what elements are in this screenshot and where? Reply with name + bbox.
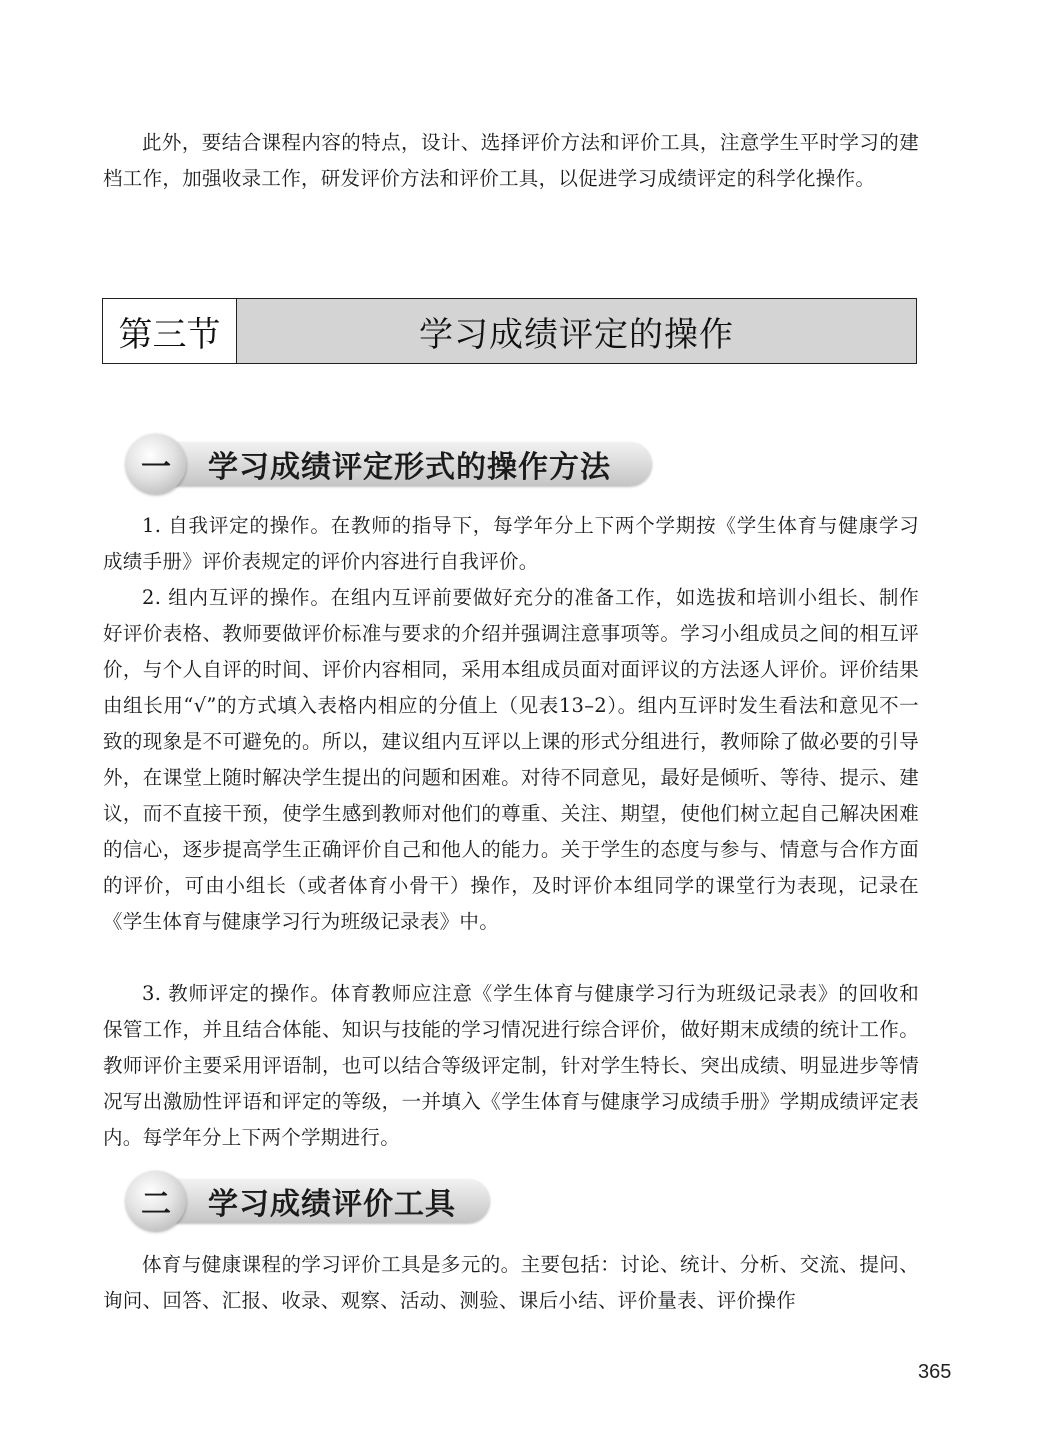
heading-2-title: 学习成绩评价工具 <box>208 1187 456 1222</box>
heading-1-index: 一 <box>126 434 186 494</box>
page-number: 365 <box>918 1361 952 1383</box>
intro-paragraph: 此外，要结合课程内容的特点，设计、选择评价方法和评价工具，注意学生平时学习的建档工作，加强收录工作，研发评价方法和评价工具，以促进学习成绩评定的科学化操作。 <box>103 131 919 190</box>
paragraph-evaluation-tools: 体育与健康课程的学习评价工具是多元的。主要包括：讨论、统计、分析、交流、提问、询问、回答、汇报、收录、观察、活动、测验、课后小结、评价量表、评价操作 <box>103 1253 919 1312</box>
section-title: 学习成绩评定的操作 <box>237 299 916 363</box>
paragraph-teacher-assessment: 3. 教师评定的操作。体育教师应注意《学生体育与健康学习行为班级记录表》的回收和保管工作，并且结合体能、知识与技能的学习情况进行综合评价，做好期末成绩的统计工作。教师评价主要采用评语制，也可以结合等级评定制，针对学生特长、突出成绩、明显进步等情况写出激励性评语和评定的等级，一并填入《学生体育与健康学习成绩手册》学期成绩评定表内。每学年分上下两个学期进行。 <box>103 982 919 1149</box>
paragraph-peer-assessment: 2. 组内互评的操作。在组内互评前要做好充分的准备工作，如选拔和培训小组长、制作好评价表格、教师要做评价标准与要求的介绍并强调注意事项等。学习小组成员之间的相互评价，与个人自评的时间、评价内容相同，采用本组成员面对面评议的方法逐人评价。评价结果由组长用“√”的方式填入表格内相应的分值上（见表13–2）。组内互评时发生看法和意见不一致的现象是不可避免的。所以，建议组内互评以上课的形式分组进行，教师除了做必要的引导外，在课堂上随时解决学生提出的问题和困难。对待不同意见，最好是倾听、等待、提示、建议，而不直接干预，使学生感到教师对他们的尊重、关注、期望，使他们树立起自己解决困难的信心，逐步提高学生正确评价自己和他人的能力。关于学生的态度与参与、情意与合作方面的评价，可由小组长（或者体育小骨干）操作，及时评价本组同学的课堂行为表现，记录在《学生体育与健康学习行为班级记录表》中。 <box>103 586 919 933</box>
section-header <box>102 298 917 364</box>
heading-1 <box>126 434 611 494</box>
paragraph-self-assessment: 1. 自我评定的操作。在教师的指导下，每学年分上下两个学期按《学生体育与健康学习成绩手册》评价表规定的评价内容进行自我评价。 <box>103 514 919 573</box>
section-number: 第三节 <box>103 299 237 363</box>
heading-2 <box>126 1171 456 1231</box>
heading-2-index: 二 <box>126 1171 186 1231</box>
heading-1-title: 学习成绩评定形式的操作方法 <box>208 450 611 485</box>
